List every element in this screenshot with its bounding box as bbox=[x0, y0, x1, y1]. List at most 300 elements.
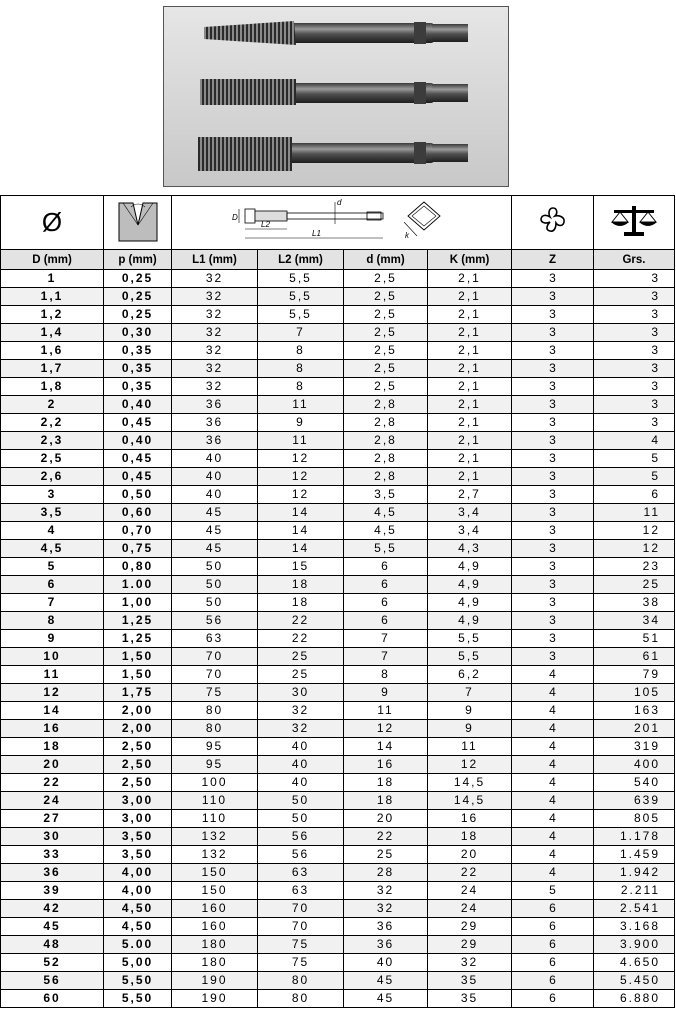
cell-pitch: 0,25 bbox=[104, 306, 172, 324]
cell-d-nominal: 11 bbox=[1, 666, 104, 684]
cell-grs: 639 bbox=[594, 792, 675, 810]
cell-d-shank: 11 bbox=[344, 702, 428, 720]
cell-z: 4 bbox=[512, 846, 594, 864]
cell-d-nominal: 1,4 bbox=[1, 324, 104, 342]
cell-pitch: 2,50 bbox=[104, 774, 172, 792]
cell-grs: 79 bbox=[594, 666, 675, 684]
cell-pitch: 4,50 bbox=[104, 918, 172, 936]
cell-k: 7 bbox=[428, 684, 512, 702]
cell-l2: 80 bbox=[258, 990, 344, 1008]
cell-z: 3 bbox=[512, 594, 594, 612]
cell-d-nominal: 4 bbox=[1, 522, 104, 540]
cell-pitch: 0,25 bbox=[104, 270, 172, 288]
cell-l1: 132 bbox=[172, 828, 258, 846]
cell-grs: 3 bbox=[594, 306, 675, 324]
cell-grs: 3 bbox=[594, 396, 675, 414]
table-row bbox=[1, 288, 675, 306]
cell-k: 2,1 bbox=[428, 450, 512, 468]
cell-d-nominal: 1,8 bbox=[1, 378, 104, 396]
cell-z: 3 bbox=[512, 576, 594, 594]
table-row bbox=[1, 576, 675, 594]
cell-pitch: 1,00 bbox=[104, 594, 172, 612]
cell-z: 3 bbox=[512, 504, 594, 522]
table-row bbox=[1, 684, 675, 702]
cell-grs: 3 bbox=[594, 270, 675, 288]
cell-z: 4 bbox=[512, 864, 594, 882]
table-row bbox=[1, 900, 675, 918]
cell-l1: 70 bbox=[172, 666, 258, 684]
cell-grs: 3.900 bbox=[594, 936, 675, 954]
cell-z: 4 bbox=[512, 720, 594, 738]
cell-z: 4 bbox=[512, 792, 594, 810]
cell-d-shank: 18 bbox=[344, 774, 428, 792]
cell-pitch: 2,50 bbox=[104, 756, 172, 774]
cell-k: 3,4 bbox=[428, 522, 512, 540]
cell-l2: 80 bbox=[258, 972, 344, 990]
cell-l1: 160 bbox=[172, 918, 258, 936]
cell-l2: 25 bbox=[258, 648, 344, 666]
cell-l1: 45 bbox=[172, 540, 258, 558]
cell-z: 3 bbox=[512, 342, 594, 360]
cell-l1: 80 bbox=[172, 702, 258, 720]
cell-d-nominal: 2,6 bbox=[1, 468, 104, 486]
cell-grs: 201 bbox=[594, 720, 675, 738]
cell-z: 3 bbox=[512, 648, 594, 666]
cell-grs: 6.880 bbox=[594, 990, 675, 1008]
table-row bbox=[1, 828, 675, 846]
cell-pitch: 0,45 bbox=[104, 468, 172, 486]
cell-d-shank: 14 bbox=[344, 738, 428, 756]
table-row bbox=[1, 378, 675, 396]
cell-pitch: 2,00 bbox=[104, 720, 172, 738]
cell-k: 2,1 bbox=[428, 306, 512, 324]
cell-grs: 540 bbox=[594, 774, 675, 792]
col-header-z: Z bbox=[512, 250, 594, 270]
cell-grs: 6 bbox=[594, 486, 675, 504]
table-row bbox=[1, 774, 675, 792]
cell-l2: 32 bbox=[258, 702, 344, 720]
cell-k: 2,1 bbox=[428, 288, 512, 306]
table-row bbox=[1, 306, 675, 324]
cell-z: 4 bbox=[512, 684, 594, 702]
table-row bbox=[1, 972, 675, 990]
cell-pitch: 4,00 bbox=[104, 864, 172, 882]
cell-l1: 190 bbox=[172, 972, 258, 990]
column-header-row bbox=[1, 250, 675, 270]
cell-l1: 32 bbox=[172, 306, 258, 324]
cell-l2: 40 bbox=[258, 738, 344, 756]
cell-l2: 22 bbox=[258, 612, 344, 630]
thread-profile-icon bbox=[104, 196, 172, 250]
cell-grs: 1.459 bbox=[594, 846, 675, 864]
cell-l1: 50 bbox=[172, 594, 258, 612]
cell-z: 3 bbox=[512, 432, 594, 450]
table-row bbox=[1, 504, 675, 522]
cell-d-nominal: 27 bbox=[1, 810, 104, 828]
cell-l1: 80 bbox=[172, 720, 258, 738]
cell-d-nominal: 1,6 bbox=[1, 342, 104, 360]
table-row bbox=[1, 954, 675, 972]
cell-l2: 14 bbox=[258, 522, 344, 540]
table-row bbox=[1, 792, 675, 810]
cell-k: 20 bbox=[428, 846, 512, 864]
cell-k: 4,3 bbox=[428, 540, 512, 558]
cell-l1: 63 bbox=[172, 630, 258, 648]
cell-k: 6,2 bbox=[428, 666, 512, 684]
cell-k: 2,1 bbox=[428, 396, 512, 414]
table-row bbox=[1, 594, 675, 612]
cell-z: 4 bbox=[512, 756, 594, 774]
cell-pitch: 5.00 bbox=[104, 936, 172, 954]
cell-l1: 150 bbox=[172, 882, 258, 900]
cell-d-shank: 2,8 bbox=[344, 450, 428, 468]
cell-d-nominal: 16 bbox=[1, 720, 104, 738]
col-header-k: K (mm) bbox=[428, 250, 512, 270]
cell-pitch: 0,40 bbox=[104, 432, 172, 450]
cell-l1: 132 bbox=[172, 846, 258, 864]
tap-dimensions-drawing-icon bbox=[172, 196, 512, 250]
cell-z: 6 bbox=[512, 972, 594, 990]
cell-d-nominal: 24 bbox=[1, 792, 104, 810]
cell-z: 3 bbox=[512, 360, 594, 378]
cell-l2: 40 bbox=[258, 774, 344, 792]
cell-l1: 32 bbox=[172, 360, 258, 378]
cell-l2: 11 bbox=[258, 396, 344, 414]
cell-d-nominal: 14 bbox=[1, 702, 104, 720]
cell-z: 5 bbox=[512, 882, 594, 900]
cell-d-nominal: 52 bbox=[1, 954, 104, 972]
cell-grs: 105 bbox=[594, 684, 675, 702]
cell-l1: 110 bbox=[172, 810, 258, 828]
cell-k: 18 bbox=[428, 828, 512, 846]
cell-d-shank: 36 bbox=[344, 936, 428, 954]
cell-pitch: 1,75 bbox=[104, 684, 172, 702]
cell-grs: 3.168 bbox=[594, 918, 675, 936]
cell-l1: 95 bbox=[172, 756, 258, 774]
cell-pitch: 5,50 bbox=[104, 972, 172, 990]
cell-grs: 400 bbox=[594, 756, 675, 774]
cell-grs: 5.450 bbox=[594, 972, 675, 990]
cell-l2: 63 bbox=[258, 882, 344, 900]
col-header-l1: L1 (mm) bbox=[172, 250, 258, 270]
cell-z: 4 bbox=[512, 810, 594, 828]
cell-d-nominal: 6 bbox=[1, 576, 104, 594]
cell-k: 29 bbox=[428, 918, 512, 936]
hand-taps-image bbox=[164, 7, 508, 186]
cell-pitch: 0,45 bbox=[104, 450, 172, 468]
cell-d-nominal: 1,1 bbox=[1, 288, 104, 306]
cell-grs: 3 bbox=[594, 414, 675, 432]
cell-l1: 180 bbox=[172, 954, 258, 972]
cell-l2: 75 bbox=[258, 936, 344, 954]
cell-l1: 36 bbox=[172, 432, 258, 450]
cell-l2: 32 bbox=[258, 720, 344, 738]
cell-grs: 38 bbox=[594, 594, 675, 612]
cell-z: 3 bbox=[512, 630, 594, 648]
cell-l1: 190 bbox=[172, 990, 258, 1008]
cell-l2: 7 bbox=[258, 324, 344, 342]
table-row bbox=[1, 756, 675, 774]
icon-header-row bbox=[1, 196, 675, 250]
cell-l1: 40 bbox=[172, 486, 258, 504]
cell-d-nominal: 48 bbox=[1, 936, 104, 954]
label-L1: L1 bbox=[311, 229, 321, 238]
diameter-symbol: Ø bbox=[1, 196, 104, 250]
cell-k: 2,1 bbox=[428, 432, 512, 450]
cell-l2: 30 bbox=[258, 684, 344, 702]
cell-pitch: 1,25 bbox=[104, 630, 172, 648]
cell-grs: 61 bbox=[594, 648, 675, 666]
table-row bbox=[1, 432, 675, 450]
cell-l2: 70 bbox=[258, 918, 344, 936]
cell-l1: 36 bbox=[172, 414, 258, 432]
cell-grs: 5 bbox=[594, 468, 675, 486]
cell-z: 3 bbox=[512, 270, 594, 288]
cell-d-shank: 2,5 bbox=[344, 342, 428, 360]
cell-k: 16 bbox=[428, 810, 512, 828]
cell-k: 22 bbox=[428, 864, 512, 882]
cell-z: 6 bbox=[512, 900, 594, 918]
cell-d-shank: 25 bbox=[344, 846, 428, 864]
cell-d-nominal: 60 bbox=[1, 990, 104, 1008]
cell-z: 3 bbox=[512, 306, 594, 324]
cell-d-nominal: 33 bbox=[1, 846, 104, 864]
cell-z: 3 bbox=[512, 540, 594, 558]
cell-l2: 50 bbox=[258, 792, 344, 810]
cell-z: 4 bbox=[512, 702, 594, 720]
cell-l2: 9 bbox=[258, 414, 344, 432]
cell-pitch: 4,50 bbox=[104, 900, 172, 918]
cell-pitch: 0,60 bbox=[104, 504, 172, 522]
cell-grs: 3 bbox=[594, 342, 675, 360]
cell-d-nominal: 10 bbox=[1, 648, 104, 666]
three-flute-icon bbox=[512, 196, 594, 250]
cell-d-shank: 2,8 bbox=[344, 468, 428, 486]
cell-pitch: 0,35 bbox=[104, 360, 172, 378]
cell-pitch: 3,50 bbox=[104, 828, 172, 846]
cell-z: 3 bbox=[512, 324, 594, 342]
cell-d-nominal: 8 bbox=[1, 612, 104, 630]
table-row bbox=[1, 864, 675, 882]
cell-k: 11 bbox=[428, 738, 512, 756]
label-D: D bbox=[231, 213, 238, 222]
cell-d-shank: 22 bbox=[344, 828, 428, 846]
cell-d-nominal: 2,5 bbox=[1, 450, 104, 468]
cell-grs: 2.211 bbox=[594, 882, 675, 900]
cell-d-nominal: 2,3 bbox=[1, 432, 104, 450]
cell-l2: 5,5 bbox=[258, 270, 344, 288]
cell-l1: 95 bbox=[172, 738, 258, 756]
cell-d-shank: 32 bbox=[344, 900, 428, 918]
cell-pitch: 3,50 bbox=[104, 846, 172, 864]
cell-d-shank: 2,5 bbox=[344, 360, 428, 378]
cell-grs: 4.650 bbox=[594, 954, 675, 972]
cell-k: 5,5 bbox=[428, 648, 512, 666]
cell-d-shank: 6 bbox=[344, 594, 428, 612]
cell-l1: 32 bbox=[172, 270, 258, 288]
cell-l1: 150 bbox=[172, 864, 258, 882]
cell-l2: 8 bbox=[258, 360, 344, 378]
cell-pitch: 2,00 bbox=[104, 702, 172, 720]
cell-k: 2,7 bbox=[428, 486, 512, 504]
cell-pitch: 0,70 bbox=[104, 522, 172, 540]
cell-k: 3,4 bbox=[428, 504, 512, 522]
cell-d-shank: 5,5 bbox=[344, 540, 428, 558]
cell-pitch: 1,50 bbox=[104, 666, 172, 684]
cell-d-shank: 18 bbox=[344, 792, 428, 810]
cell-l1: 40 bbox=[172, 468, 258, 486]
cell-l1: 32 bbox=[172, 324, 258, 342]
col-header-pitch: p (mm) bbox=[104, 250, 172, 270]
cell-l1: 50 bbox=[172, 558, 258, 576]
product-photo-hand-taps bbox=[163, 6, 509, 187]
cell-grs: 5 bbox=[594, 450, 675, 468]
cell-pitch: 0,35 bbox=[104, 342, 172, 360]
cell-l2: 14 bbox=[258, 540, 344, 558]
cell-k: 2,1 bbox=[428, 468, 512, 486]
cell-pitch: 2,50 bbox=[104, 738, 172, 756]
cell-d-nominal: 2,2 bbox=[1, 414, 104, 432]
cell-k: 5,5 bbox=[428, 630, 512, 648]
cell-d-shank: 2,8 bbox=[344, 414, 428, 432]
cell-l2: 12 bbox=[258, 468, 344, 486]
cell-d-nominal: 20 bbox=[1, 756, 104, 774]
cell-grs: 2.541 bbox=[594, 900, 675, 918]
cell-d-nominal: 42 bbox=[1, 900, 104, 918]
cell-grs: 12 bbox=[594, 522, 675, 540]
cell-k: 2,1 bbox=[428, 342, 512, 360]
table-row bbox=[1, 666, 675, 684]
table-row bbox=[1, 414, 675, 432]
cell-d-nominal: 12 bbox=[1, 684, 104, 702]
cell-d-shank: 9 bbox=[344, 684, 428, 702]
cell-d-shank: 36 bbox=[344, 918, 428, 936]
cell-l1: 180 bbox=[172, 936, 258, 954]
label-L2: L2 bbox=[260, 220, 270, 229]
cell-d-shank: 2,8 bbox=[344, 396, 428, 414]
cell-d-nominal: 1 bbox=[1, 270, 104, 288]
cell-l1: 36 bbox=[172, 396, 258, 414]
cell-d-nominal: 22 bbox=[1, 774, 104, 792]
cell-grs: 12 bbox=[594, 540, 675, 558]
table-row bbox=[1, 540, 675, 558]
cell-l2: 63 bbox=[258, 864, 344, 882]
table-row bbox=[1, 450, 675, 468]
cell-k: 2,1 bbox=[428, 414, 512, 432]
cell-l2: 25 bbox=[258, 666, 344, 684]
cell-pitch: 5,50 bbox=[104, 990, 172, 1008]
cell-z: 4 bbox=[512, 828, 594, 846]
cell-d-shank: 6 bbox=[344, 576, 428, 594]
cell-l1: 45 bbox=[172, 504, 258, 522]
cell-pitch: 1,25 bbox=[104, 612, 172, 630]
cell-grs: 11 bbox=[594, 504, 675, 522]
cell-z: 3 bbox=[512, 486, 594, 504]
cell-pitch: 1,50 bbox=[104, 648, 172, 666]
cell-k: 29 bbox=[428, 936, 512, 954]
cell-l2: 18 bbox=[258, 594, 344, 612]
cell-d-shank: 6 bbox=[344, 612, 428, 630]
cell-k: 35 bbox=[428, 972, 512, 990]
cell-l1: 32 bbox=[172, 342, 258, 360]
cell-grs: 23 bbox=[594, 558, 675, 576]
cell-l2: 12 bbox=[258, 450, 344, 468]
table-row bbox=[1, 342, 675, 360]
table-row bbox=[1, 486, 675, 504]
cell-l1: 70 bbox=[172, 648, 258, 666]
cell-z: 3 bbox=[512, 414, 594, 432]
cell-d-shank: 28 bbox=[344, 864, 428, 882]
cell-k: 24 bbox=[428, 900, 512, 918]
cell-l2: 8 bbox=[258, 378, 344, 396]
cell-z: 3 bbox=[512, 450, 594, 468]
cell-d-shank: 8 bbox=[344, 666, 428, 684]
cell-k: 12 bbox=[428, 756, 512, 774]
cell-k: 2,1 bbox=[428, 270, 512, 288]
cell-l2: 11 bbox=[258, 432, 344, 450]
table-row bbox=[1, 612, 675, 630]
cell-pitch: 0,30 bbox=[104, 324, 172, 342]
cell-grs: 3 bbox=[594, 288, 675, 306]
cell-d-nominal: 3 bbox=[1, 486, 104, 504]
table-row bbox=[1, 810, 675, 828]
cell-l2: 18 bbox=[258, 576, 344, 594]
cell-k: 9 bbox=[428, 720, 512, 738]
cell-z: 3 bbox=[512, 468, 594, 486]
cell-d-shank: 2,5 bbox=[344, 306, 428, 324]
table-row bbox=[1, 630, 675, 648]
cell-pitch: 0,25 bbox=[104, 288, 172, 306]
cell-z: 3 bbox=[512, 378, 594, 396]
tap-dimensions-table bbox=[0, 195, 675, 1008]
cell-l1: 160 bbox=[172, 900, 258, 918]
cell-l1: 40 bbox=[172, 450, 258, 468]
cell-l2: 22 bbox=[258, 630, 344, 648]
cell-l2: 5,5 bbox=[258, 288, 344, 306]
cell-pitch: 4,00 bbox=[104, 882, 172, 900]
cell-z: 3 bbox=[512, 558, 594, 576]
cell-pitch: 1.00 bbox=[104, 576, 172, 594]
cell-l2: 56 bbox=[258, 828, 344, 846]
cell-z: 4 bbox=[512, 666, 594, 684]
cell-l2: 70 bbox=[258, 900, 344, 918]
label-k: k bbox=[404, 231, 409, 240]
cell-grs: 3 bbox=[594, 360, 675, 378]
cell-l2: 75 bbox=[258, 954, 344, 972]
cell-grs: 4 bbox=[594, 432, 675, 450]
cell-d-shank: 2,8 bbox=[344, 432, 428, 450]
balance-scale-icon bbox=[594, 196, 675, 250]
table-row bbox=[1, 396, 675, 414]
cell-d-nominal: 30 bbox=[1, 828, 104, 846]
table-row bbox=[1, 720, 675, 738]
cell-k: 2,1 bbox=[428, 378, 512, 396]
cell-d-shank: 3,5 bbox=[344, 486, 428, 504]
cell-d-nominal: 1,7 bbox=[1, 360, 104, 378]
table-row bbox=[1, 882, 675, 900]
cell-pitch: 0,50 bbox=[104, 486, 172, 504]
col-header-l2: L2 (mm) bbox=[258, 250, 344, 270]
cell-d-nominal: 7 bbox=[1, 594, 104, 612]
cell-l2: 5,5 bbox=[258, 306, 344, 324]
cell-d-shank: 7 bbox=[344, 630, 428, 648]
cell-grs: 3 bbox=[594, 378, 675, 396]
cell-l1: 50 bbox=[172, 576, 258, 594]
cell-l2: 14 bbox=[258, 504, 344, 522]
cell-l1: 75 bbox=[172, 684, 258, 702]
cell-l2: 8 bbox=[258, 342, 344, 360]
cell-grs: 51 bbox=[594, 630, 675, 648]
